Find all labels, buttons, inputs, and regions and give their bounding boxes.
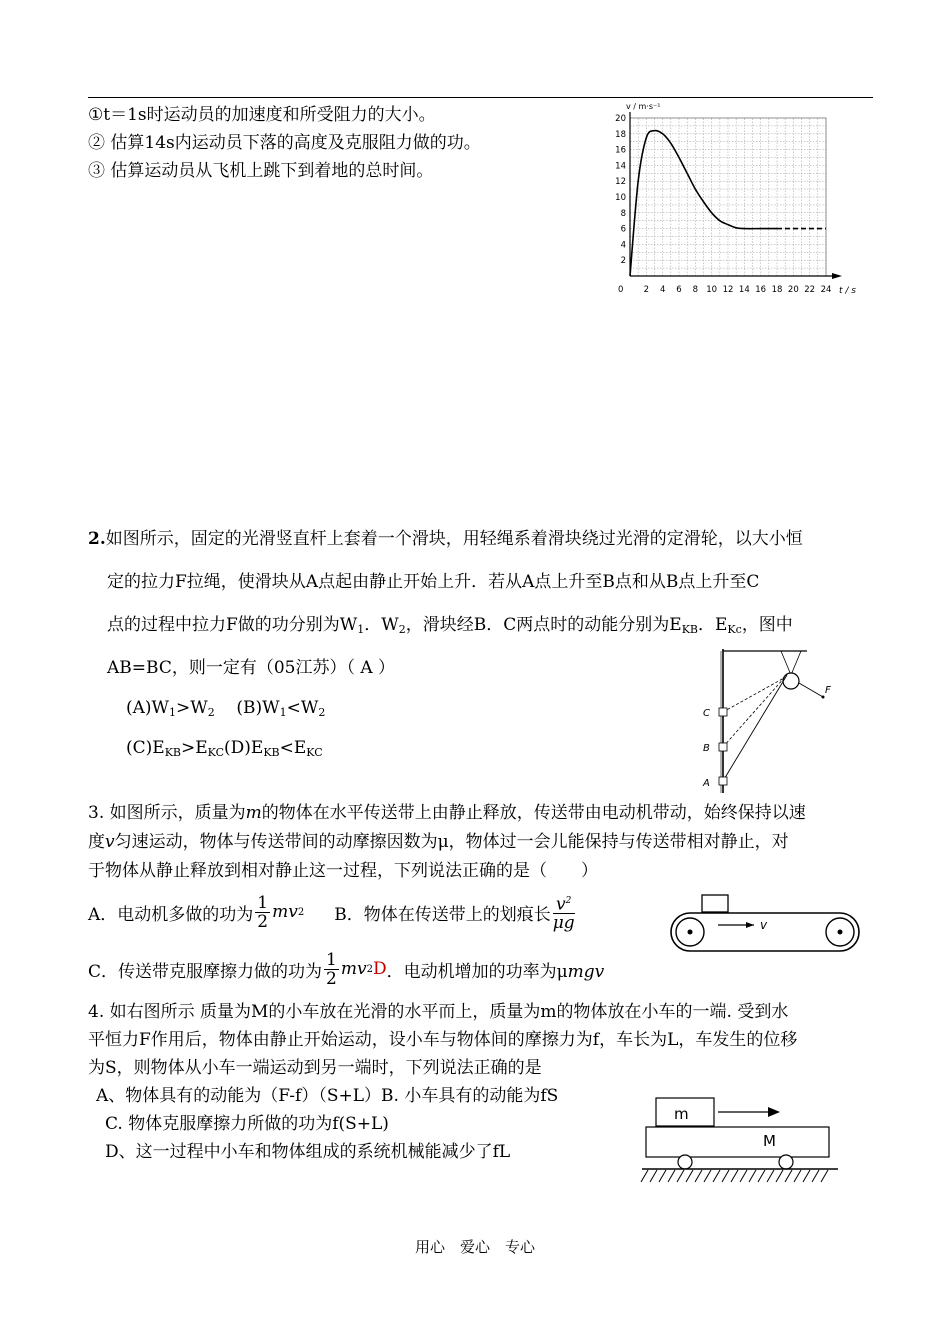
- mv-term: mv: [272, 902, 298, 922]
- hatch-line: [821, 1170, 828, 1182]
- y-axis-label: v / m·s⁻¹: [626, 102, 661, 111]
- hatch-line: [740, 1170, 747, 1182]
- q4-option-ab: A、物体具有的动能为（F-f）（S+L）B. 小车具有的动能为fS: [96, 1086, 559, 1106]
- q2-number: 2.: [88, 529, 106, 549]
- hatch-line: [686, 1170, 693, 1182]
- hatch-line: [713, 1170, 720, 1182]
- point-b-label: B: [703, 743, 710, 754]
- hatch-line: [668, 1170, 675, 1182]
- y-tick-label: 14: [615, 161, 626, 172]
- x-axis-arrow: [832, 273, 842, 279]
- x-tick-label: 18: [771, 285, 783, 295]
- hatch-line: [650, 1170, 657, 1182]
- block-m-label: m: [674, 1105, 689, 1123]
- q3-option-d: ．电动机增加的功率为μmgv: [386, 961, 605, 982]
- hatch-line: [794, 1170, 801, 1182]
- x-tick-label: 14: [738, 285, 750, 295]
- point-a-label: A: [703, 778, 710, 789]
- hatch-line: [812, 1170, 819, 1182]
- cart-M-label: M: [763, 1132, 776, 1150]
- x-tick-label: 6: [676, 285, 682, 295]
- hatch-line: [749, 1170, 756, 1182]
- y-tick-label: 2: [620, 256, 626, 267]
- hatch-line: [758, 1170, 765, 1182]
- q4-option-c: C. 物体克服摩擦力所做的功为f(S+L): [105, 1114, 389, 1134]
- cart-figure: [640, 1094, 840, 1190]
- y-tick-label: 20: [615, 114, 626, 124]
- y-tick-label: 10: [615, 193, 626, 203]
- y-tick-label: 18: [615, 129, 626, 140]
- q4-line-3: 为S，则物体从小车一端运动到另一端时，下列说法正确的是: [88, 1058, 542, 1078]
- pulley-wheel: [783, 673, 799, 689]
- hatch-line: [659, 1170, 666, 1182]
- y-tick-label: 12: [615, 177, 626, 188]
- q2-text-1: 如图所示，固定的光滑竖直杆上套着一个滑块，用轻绳系着滑块绕过光滑的定滑轮，以大小恒: [105, 529, 803, 549]
- q4-option-d: D、这一过程中小车和物体组成的系统机械能减少了fL: [105, 1142, 511, 1162]
- velocity-time-chart: [612, 96, 872, 306]
- hatch-line: [785, 1170, 792, 1182]
- chart-grid: [630, 118, 826, 276]
- q1-part-1: ①t＝1s时运动员的加速度和所受阻力的大小。: [88, 105, 436, 125]
- q4-line-2: 平恒力F作用后，物体由静止开始运动，设小车与物体间的摩擦力为f，车长为L，车发生的位移: [88, 1030, 798, 1050]
- cart-wheel-left: [678, 1155, 692, 1169]
- q3-line-1: 3. 如图所示，质量为m的物体在水平传送带上由静止释放，传送带由电动机带动，始终保持以速: [88, 803, 806, 823]
- y-tick-label: 6: [620, 224, 626, 235]
- q3-option-d-letter: D: [372, 959, 387, 979]
- y-tick-label: 16: [615, 145, 626, 156]
- x-tick-label: 2: [643, 285, 650, 295]
- belt-velocity-label: v: [760, 918, 768, 932]
- hatch-line: [641, 1170, 648, 1182]
- q1-part-3: ③ 估算运动员从飞机上跳下到着地的总时间。: [88, 161, 434, 181]
- x-tick-label: 4: [659, 285, 666, 295]
- half-fraction-2: $\frac{1}{2}$: [326, 949, 337, 989]
- q2-options-cd: $(C)E_{KB}>E_{KC}(D)E_{KB}<E_{KC}$: [126, 738, 323, 759]
- q3-options-ab: A．电动机多做的功为 $\frac{1}{2}$ mv 2 B．物体在传送带上的划痕长 $\frac{v^2}{\mu g}$: [88, 892, 575, 934]
- hatch-line: [722, 1170, 729, 1182]
- pulley-figure: [695, 645, 845, 795]
- hatch-line: [731, 1170, 738, 1182]
- x-axis-label: t / s: [839, 286, 856, 296]
- y-tick-label: 8: [620, 208, 626, 219]
- x-tick-label: 12: [722, 285, 734, 295]
- cart-body-M: [646, 1127, 829, 1157]
- q3-option-b: B．物体在传送带上的划痕长: [334, 904, 551, 925]
- hatch-line: [767, 1170, 774, 1182]
- hatch-line: [677, 1170, 684, 1182]
- q2-line-3: 点的过程中拉力F做的功分别为$W_1$．$W_2$，滑块经B．C两点时的动能分别为$E_{KB}$．$E_{Kc}$，图中: [107, 615, 793, 636]
- ground-hatching: [641, 1170, 828, 1182]
- q4-line-1: 4. 如右图所示 质量为M的小车放在光滑的水平而上，质量为m的物体放在小车的一端. 受到水: [88, 1002, 789, 1022]
- x-tick-label: 8: [692, 285, 699, 295]
- q3-option-a: A．电动机多做的功为: [88, 904, 254, 925]
- hatch-line: [803, 1170, 810, 1182]
- hatch-line: [695, 1170, 702, 1182]
- q3-line-2: 度v匀速运动，物体与传送带间的动摩擦因数为μ，物体过一会儿能保持与传送带相对静止，对: [88, 832, 789, 852]
- q1-part-2: ② 估算14s内运动员下落的高度及克服阻力做的功。: [88, 133, 481, 153]
- v2-over-ug-fraction: $\frac{v^2}{\mu g}$: [553, 892, 575, 933]
- x-tick-label: 0: [618, 285, 624, 295]
- conveyor-belt-figure: [670, 893, 862, 957]
- hatch-line: [704, 1170, 711, 1182]
- x-tick-label: 22: [804, 285, 816, 295]
- q3-options-cd: C．传送带克服摩擦力做的功为 $\frac{1}{2}$ mv 2 D ．电动机增加的功率为μmgv: [88, 949, 605, 989]
- q2-line-1: [88, 528, 803, 550]
- x-tick-label: 16: [755, 285, 767, 295]
- page-footer: 用心 爱心 专心: [414, 1238, 535, 1256]
- q3-option-c: C．传送带克服摩擦力做的功为: [88, 961, 323, 982]
- q2-options-ab: $(A)W_1>W_2$ $(B)W_1<W_2$: [126, 698, 326, 719]
- point-c-label: C: [703, 708, 710, 719]
- q2-line-4: AB=BC，则一定有（05江苏）（ A ）: [107, 658, 396, 678]
- y-tick-label: 4: [620, 240, 626, 251]
- hatch-line: [776, 1170, 783, 1182]
- q2-line-2: 定的拉力F拉绳，使滑块从A点起由静止开始上升．若从A点上升至B点和从B点上升至C: [107, 572, 760, 592]
- block-on-belt: [702, 895, 728, 912]
- x-tick-label: 24: [820, 285, 832, 295]
- cart-wheel-right: [779, 1155, 793, 1169]
- x-tick-label: 10: [706, 285, 718, 295]
- q3-line-3: 于物体从静止释放到相对静止这一过程，下列说法正确的是（ ）: [88, 861, 598, 881]
- half-fraction: $\frac{1}{2}$: [257, 892, 269, 932]
- force-f-label: F: [825, 685, 831, 696]
- x-tick-label: 20: [787, 285, 799, 295]
